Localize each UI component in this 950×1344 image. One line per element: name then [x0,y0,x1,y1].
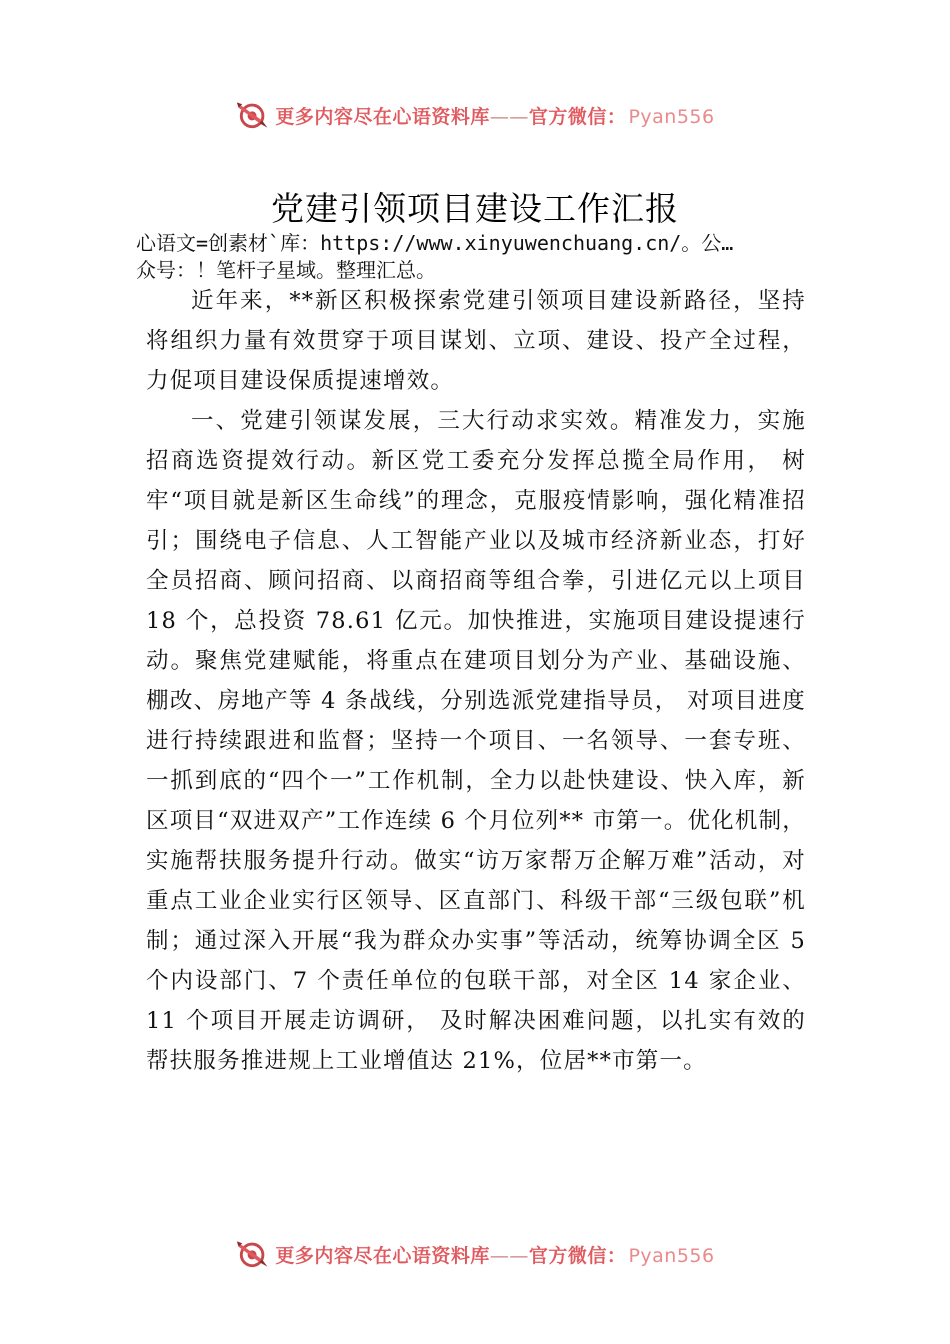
banner-slogan: 更多内容尽在心语资料库 [275,1244,490,1267]
banner-text [275,102,714,129]
banner-wechat-id: Pyan556 [628,1244,715,1267]
banner-wechat-id: Pyan556 [628,105,715,128]
pen-logo-icon [235,97,271,133]
banner-separator: —— [489,1244,529,1267]
footer-watermark-banner [0,1234,950,1274]
document-title: 党建引领项目建设工作汇报 [271,189,679,228]
paragraph-section-one: 一、党建引领谋发展，三大行动求实效。精准发力，实施招商选资提效行动。新区党工委充分发挥总揽全局作用， 树牢“项目就是新区生命线”的理念，克服疫情影响，强化精准招引；围绕电子信息、人工智能产业以及城市经济新业态，打好全员招商、顾问招商、以商招商等组合拳，引进亿元以上项目 18 个，总投资 78.61 亿元。加快推进，实施项目建设提速行动。聚焦党建赋能，将重点在建项目划分为产业、基础设施、棚改、房地产等 4 条战线，分别选派党建指导员， 对项目进度进行持续跟进和监督；坚持一个项目、一名领导、一套专班、一抓到底的“四个一”工作机制，全力以赴快建设、快入库，新区项目“双进双产”工作连续 6 个月位列** 市第一。优化机制，实施帮扶服务提升行动。做实“访万家帮万企解万难”活动，对重点工业企业实行区领导、区直部门、科级干部“三级包联”机制；通过深入开展“我为群众办实事”等活动，统筹协调全区 5 个内设部门、7 个责任单位的包联干部，对全区 14 家企业、11 个项目开展走访调研， 及时解决困难问题，以扎实有效的帮扶服务推进规上工业增值达 21%，位居**市第一。 [146,408,806,1074]
document-body [146,281,806,1081]
banner-text [275,1241,714,1268]
pen-logo-icon [235,1236,271,1272]
source-note [136,230,824,284]
banner-wechat-label: 官方微信： [528,1244,627,1267]
header-watermark-banner [0,95,950,135]
paragraph-intro: 近年来，**新区积极探索党建引领项目建设新路径，坚持将组织力量有效贯穿于项目谋划、立项、建设、投产全过程，力促项目建设保质提速增效。 [146,288,806,394]
source-note-line-2: 众号：！笔杆子星域。整理汇总。 [136,258,436,282]
banner-wechat-label: 官方微信： [528,105,627,128]
source-note-line-1: 心语文=创素材`库：https://www.xinyuwenchuang.cn/。公… [136,231,734,255]
banner-separator: —— [489,105,529,128]
banner-slogan: 更多内容尽在心语资料库 [275,105,490,128]
